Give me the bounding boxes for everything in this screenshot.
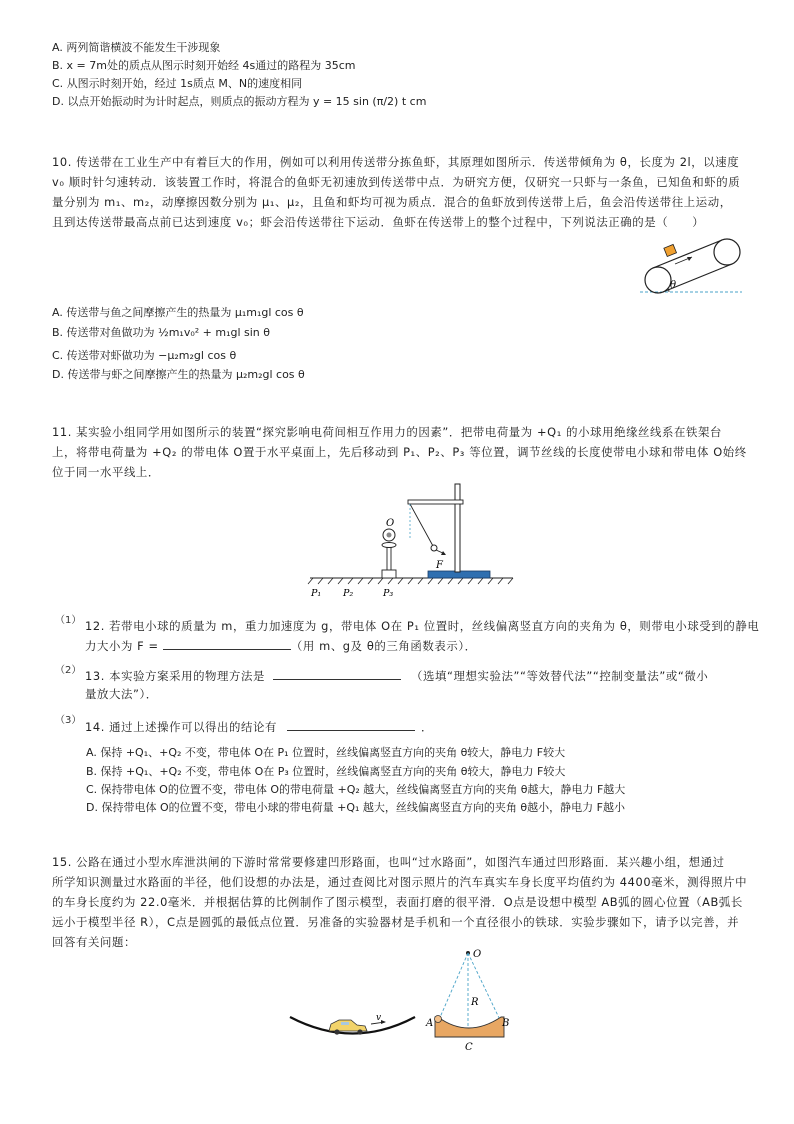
q13-answer-blank[interactable]: [273, 668, 401, 680]
q14-answer-blank[interactable]: [287, 719, 415, 731]
label-r: R: [471, 997, 479, 1008]
sub3-number: （3）: [55, 715, 82, 726]
q11-stem-line-2: 上，将带电荷量为 +Q₂ 的带电体 O置于水平桌面上，先后移动到 P₁、P₂、P₃ 等位置，调节丝线的长度使带电小球和带电体 O始终: [52, 445, 747, 459]
q10-option-a: A. 传送带与鱼之间摩擦产生的热量为 μ₁m₁gl cos θ: [52, 306, 304, 319]
angle-theta-label: θ: [670, 280, 677, 291]
force-f-label: F: [436, 560, 443, 571]
q10-stem-line-2: v₀ 顺时针匀速转动．该装置工作时，将混合的鱼虾无初速放到传送带中点．为研究方便，仅研究一只虾与一条鱼，已知鱼和虾的质: [52, 175, 741, 189]
upper-pulley: [714, 239, 740, 265]
q15-stem-line-4: 远小于模型半径 R），C点是圆弧的最低点位置．另准备的实验器材是手机和一个直径很小的铁球．实验步骤如下，请予以完善，并: [52, 915, 740, 929]
q14-line-1: [85, 719, 433, 735]
sub2-number: （2）: [55, 665, 82, 676]
q12-line-2: [85, 638, 477, 654]
q13-line-1: [85, 668, 708, 684]
label-c: C: [465, 1042, 473, 1053]
q14-period: ．: [421, 720, 434, 734]
charge-experiment-figure: [305, 480, 520, 602]
q13-choices: （选填“理想实验法”“等效替代法”“控制变量法”或“微小: [411, 669, 709, 683]
q11-stem-line-1: 11. 某实验小组同学用如图所示的装置“探究影响电荷间相互作用力的因素”．把带电荷量为 +Q₁ 的小球用绝缘丝线系在铁架台: [52, 425, 722, 439]
stand-arm: [408, 500, 463, 504]
q13-question: 13. 本实验方案采用的物理方法是: [85, 669, 266, 683]
model-track-block: [435, 1017, 504, 1037]
q10-option-b: B. 传送带对鱼做功为 ½m₁v₀² + m₁gl sin θ: [52, 326, 271, 339]
label-o: O: [473, 949, 482, 960]
charged-body-center: [387, 533, 392, 538]
q10-stem-line-1: 10. 传送带在工业生产中有着巨大的作用，例如可以利用传送带分拣鱼虾，其原理如图所示．传送带倾角为 θ，长度为 2l，以速度: [52, 155, 740, 169]
conveyor-belt-figure: [630, 228, 745, 300]
q11-stem-line-3: 位于同一水平线上．: [52, 465, 160, 479]
q14-option-b: B. 保持 +Q₁、+Q₂ 不变，带电体 O在 P₃ 位置时，丝线偏离竖直方向的夹角 θ较大，静电力 F较大: [86, 765, 566, 778]
label-b: B: [502, 1018, 510, 1029]
label-o: O: [386, 518, 395, 529]
lower-pulley: [645, 267, 671, 293]
silk-thread: [410, 504, 433, 546]
post-base: [382, 570, 396, 578]
q12-answer-suffix: （用 m、g及 θ的三角函数表示）．: [290, 639, 477, 653]
q13-line-2: 量放大法”）．: [85, 687, 158, 701]
label-p1: P₁: [311, 588, 322, 599]
q15-stem-line-2: 所学知识测量过水路面的半径，他们设想的办法是，通过查阅比对图示照片的汽车真实车身长度平均值约为 4400毫米，测得照片中: [52, 875, 748, 889]
label-p3: P₃: [383, 588, 394, 599]
q9-option-b: B. x = 7m处的质点从图示时刻开始经 4s通过的路程为 35cm: [52, 59, 356, 72]
q15-stem-line-3: 的车身长度约为 22.0毫米．并根据估算的比例制作了图示模型，表面打磨的很平滑．O点是设想中模型 AB弧的圆心位置（AB弧长: [52, 895, 743, 909]
q12-answer-blank[interactable]: [163, 638, 291, 650]
q14-option-c: C. 保持带电体 O的位置不变，带电体 O的带电荷量 +Q₂ 越大，丝线偏离竖直方向的夹角 θ越大，静电力 F越大: [86, 783, 626, 796]
label-v: v: [376, 1013, 382, 1023]
table-hatching: [308, 578, 513, 584]
q12-line-1: 12. 若带电小球的质量为 m，重力加速度为 g，带电体 O在 P₁ 位置时，丝线偏离竖直方向的夹角为 θ，则带电小球受到的静电: [85, 619, 760, 633]
q9-option-a: A. 两列简谐横波不能发生干涉现象: [52, 41, 221, 54]
q10-option-c: C. 传送带对虾做功为 −μ₂m₂gl cos θ: [52, 349, 237, 362]
stand-pole: [455, 484, 460, 572]
post-plate: [382, 543, 396, 548]
label-a: A: [426, 1018, 434, 1029]
q15-stem-line-5: 回答有关问题：: [52, 935, 136, 949]
q14-option-d: D. 保持带电体 O的位置不变，带电小球的带电荷量 +Q₁ 越大，丝线偏离竖直方向的夹角 θ越小，静电力 F越小: [86, 801, 625, 814]
fish-block: [664, 244, 677, 256]
car-velocity-arrowhead: [381, 1020, 386, 1024]
radius-to-b: [468, 953, 501, 1022]
belt-top: [653, 240, 722, 268]
radius-to-a: [438, 953, 468, 1022]
label-p2: P₂: [343, 588, 354, 599]
insulating-post: [387, 546, 391, 571]
q9-option-c: C. 从图示时刻开始，经过 1s质点 M、N的速度相同: [52, 77, 303, 90]
sub1-number: （1）: [55, 615, 82, 626]
q10-stem-line-3: 量分别为 m₁、m₂，动摩擦因数分别为 μ₁、μ₂，且鱼和虾均可视为质点．混合的鱼虾放到传送带上后，鱼会沿传送带往上运动，: [52, 195, 732, 209]
iron-ball: [435, 1016, 442, 1023]
q14-question: 14. 通过上述操作可以得出的结论有: [85, 720, 278, 734]
q12-answer-prefix: 力大小为 F =: [85, 639, 163, 653]
q15-stem-line-1: 15. 公路在通过小型水库泄洪闸的下游时常常要修建凹形路面，也叫“过水路面”，如图汽车通过凹形路面．某兴趣小组，想通过: [52, 855, 725, 869]
q14-option-a: A. 保持 +Q₁、+Q₂ 不变，带电体 O在 P₁ 位置时，丝线偏离竖直方向的夹角 θ较大，静电力 F较大: [86, 746, 566, 759]
q10-stem-line-4: 且到达传送带最高点前已达到速度 v₀；虾会沿传送带往下运动．鱼虾在传送带上的整个过程中，下列说法正确的是（ ）: [52, 215, 705, 229]
q9-option-d: D. 以点开始振动时为计时起点，则质点的振动方程为 y = 15 sin (π/2) t cm: [52, 95, 427, 108]
concave-road-figure: [285, 945, 535, 1055]
q10-option-d: D. 传送带与虾之间摩擦产生的热量为 μ₂m₂gl cos θ: [52, 368, 305, 381]
